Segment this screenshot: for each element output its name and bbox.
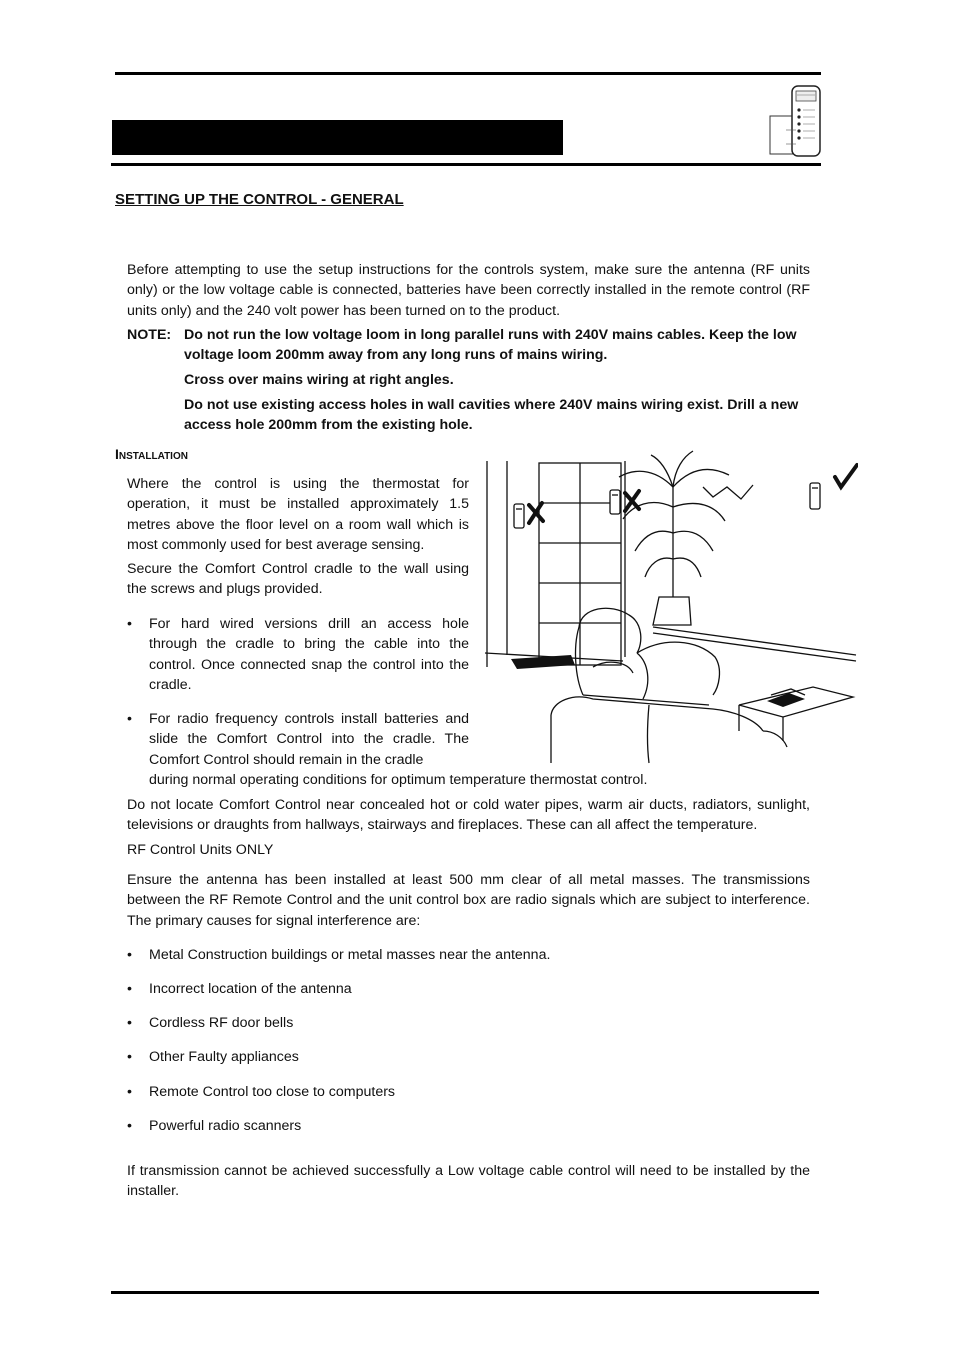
section-heading: SETTING UP THE CONTROL - GENERAL <box>115 191 404 208</box>
note-line: Do not use existing access holes in wall cavities where 240V mains wiring exist. Drill a new access hole 200mm from the existing hole. <box>184 397 799 434</box>
cross-mark-icon <box>529 503 543 523</box>
bullet-dot: • <box>127 1118 132 1134</box>
bullet-dot: • <box>127 1015 132 1031</box>
list-item: Incorrect location of the antenna <box>149 981 352 997</box>
list-item: Powerful radio scanners <box>149 1118 302 1134</box>
bullet-dot: • <box>127 947 132 963</box>
bullet-dot: • <box>127 1049 132 1065</box>
room-placement-illustration <box>483 447 858 765</box>
list-item-continuation: during normal operating conditions for optimum temperature thermostat control. <box>149 772 648 788</box>
note-label: NOTE: <box>127 327 172 343</box>
list-item: Metal Construction buildings or metal masses near the antenna. <box>149 947 551 963</box>
final-paragraph: If transmission cannot be achieved successfully a Low voltage cable control will need to be installed by the installer. <box>127 1163 810 1200</box>
check-mark-icon <box>835 465 857 487</box>
note-line: Do not run the low voltage loom in long parallel runs with 240V mains cables. Keep the low voltage loom 200mm away from any long runs of mains wiring. <box>184 327 797 364</box>
list-item: For hard wired versions drill an access hole through the cradle to bring the cable into the control. Once connected snap the control into the cradle. <box>149 616 469 693</box>
bullet-dot: • <box>127 711 132 727</box>
location-paragraph: Do not locate Comfort Control near concealed hot or cold water pipes, warm air ducts, radiators, sunlight, televisions or draughts from hallways, stairways and fireplaces. These can all affect the temperature. <box>127 797 810 834</box>
header-bottom-rule <box>111 163 821 166</box>
bullet-dot: • <box>127 1084 132 1100</box>
antenna-paragraph: Ensure the antenna has been installed at least 500 mm clear of all metal masses. The transmissions between the RF Remote Control and the unit control box are radio signals which are subject to interference. The primary causes for signal interference are: <box>127 872 810 929</box>
header-top-rule <box>115 72 821 75</box>
list-item: Other Faulty appliances <box>149 1049 299 1065</box>
installation-heading: Installation <box>115 446 188 462</box>
installation-paragraph: Where the control is using the thermostat for operation, it must be installed approximately 1.5 metres above the floor level on a room wall which is most commonly used for best average sensing. <box>127 476 469 553</box>
installation-paragraph: Secure the Comfort Control cradle to the wall using the screws and plugs provided. <box>127 561 469 598</box>
note-line: Cross over mains wiring at right angles. <box>184 372 454 388</box>
wall-control-wrong-1 <box>514 504 524 528</box>
rf-heading: RF Control Units ONLY <box>127 842 274 858</box>
cross-mark-icon <box>625 491 639 511</box>
bullet-dot: • <box>127 616 132 632</box>
header-title-bar <box>112 120 563 155</box>
intro-paragraph: Before attempting to use the setup instructions for the controls system, make sure the antenna (RF units only) or the low voltage cable is connected, batteries have been correctly installed in the remote control (RF units only) and the 240 volt power has been turned on to the product. <box>127 262 810 319</box>
wall-control-wrong-2 <box>610 490 620 514</box>
footer-rule <box>111 1291 819 1294</box>
remote-control-icon <box>768 84 824 158</box>
bullet-dot: • <box>127 981 132 997</box>
list-item: Remote Control too close to computers <box>149 1084 396 1100</box>
list-item: Cordless RF door bells <box>149 1015 294 1031</box>
list-item: For radio frequency controls install batteries and slide the Comfort Control into the cradle. The Comfort Control should remain in the cradle <box>149 711 469 768</box>
wall-control-right <box>810 483 820 509</box>
